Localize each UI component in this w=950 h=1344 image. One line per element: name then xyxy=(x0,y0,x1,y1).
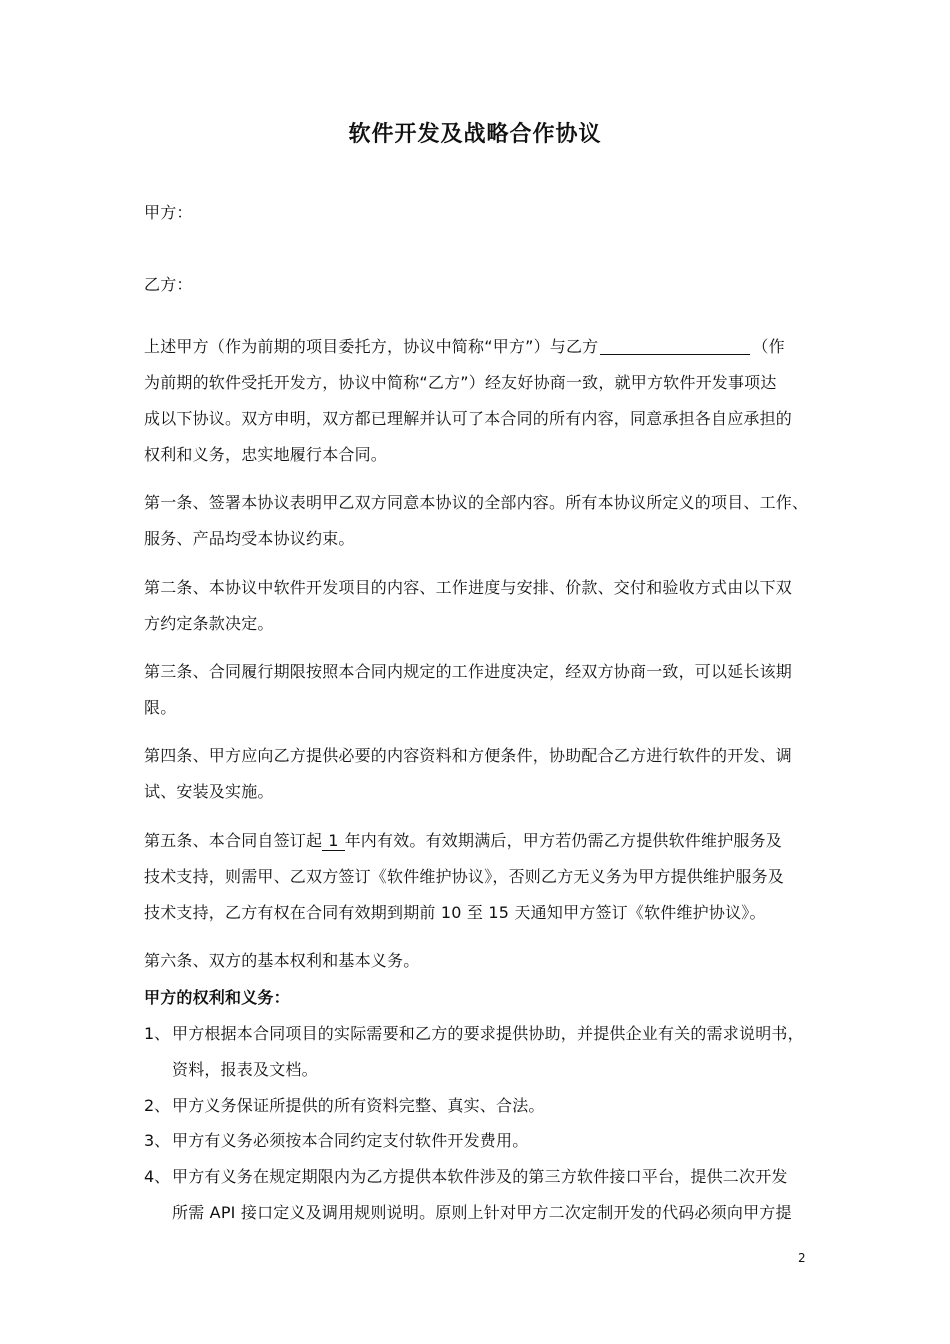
article-5-line-1 xyxy=(144,828,782,851)
item-4-number: 4、 xyxy=(144,1167,171,1186)
item-3-number: 3、 xyxy=(144,1131,171,1150)
page-number: 2 xyxy=(798,1251,806,1265)
article-2-line-2: 方约定条款决定。 xyxy=(144,614,274,633)
item-1-line-1: 甲方根据本合同项目的实际需要和乙方的要求提供协助，并提供企业有关的需求说明书， xyxy=(172,1024,804,1043)
article-2-line-1: 第二条、本协议中软件开发项目的内容、工作进度与安排、价款、交付和验收方式由以下双 xyxy=(144,578,793,597)
item-2-number: 2、 xyxy=(144,1096,171,1115)
item-1-number: 1、 xyxy=(144,1024,171,1043)
article-3-line-1: 第三条、合同履行期限按照本合同内规定的工作进度决定，经双方协商一致，可以延长该期 xyxy=(144,662,793,681)
article-5-line-2: 技术支持，则需甲、乙双方签订《软件维护协议》，否则乙方无义务为甲方提供维护服务及 xyxy=(144,867,785,886)
article-3-line-2: 限。 xyxy=(144,698,177,717)
item-4-line-2: 所需 API 接口定义及调用规则说明。原则上针对甲方二次定制开发的代码必须向甲方提 xyxy=(172,1203,792,1222)
item-3-line-1: 甲方有义务必须按本合同约定支付软件开发费用。 xyxy=(172,1131,529,1150)
article-5-line-3: 技术支持，乙方有权在合同有效期到期前 10 至 15 天通知甲方签订《软件维护协议》。 xyxy=(144,903,766,922)
validity-years: 1 xyxy=(322,831,344,851)
article-4-line-1: 第四条、甲方应向乙方提供必要的内容资料和方便条件，协助配合乙方进行软件的开发、调 xyxy=(144,746,793,765)
intro-line-3: 成以下协议。双方申明，双方都已理解并认可了本合同的所有内容，同意承担各自应承担的 xyxy=(144,409,793,428)
party-a-label: 甲方： xyxy=(144,203,193,222)
article-5-text-a: 第五条、本合同自签订起 xyxy=(144,831,323,850)
document-title: 软件开发及战略合作协议 xyxy=(348,122,602,147)
intro-text-b: （作 xyxy=(752,337,785,356)
item-1-line-2: 资料，报表及文档。 xyxy=(172,1060,318,1079)
article-4-line-2: 试、安装及实施。 xyxy=(144,782,274,801)
party-b-label: 乙方： xyxy=(144,275,193,294)
intro-line-1 xyxy=(144,334,785,357)
article-1-line-2: 服务、产品均受本协议约束。 xyxy=(144,529,355,548)
article-1-line-1: 第一条、签署本协议表明甲乙双方同意本协议的全部内容。所有本协议所定义的项目、工作、 xyxy=(144,493,809,512)
article-6: 第六条、双方的基本权利和基本义务。 xyxy=(144,951,420,970)
intro-line-2: 为前期的软件受托开发方，协议中简称“乙方”）经友好协商一致，就甲方软件开发事项达 xyxy=(144,373,777,392)
item-2-line-1: 甲方义务保证所提供的所有资料完整、真实、合法。 xyxy=(172,1096,545,1115)
item-4-line-1: 甲方有义务在规定期限内为乙方提供本软件涉及的第三方软件接口平台，提供二次开发 xyxy=(172,1167,788,1186)
intro-line-4: 权利和义务，忠实地履行本合同。 xyxy=(144,445,388,464)
article-5-text-b: 年内有效。有效期满后，甲方若仍需乙方提供软件维护服务及 xyxy=(344,831,782,850)
intro-text-a: 上述甲方（作为前期的项目委托方，协议中简称“甲方”）与乙方 xyxy=(144,337,599,356)
party-b-blank-field xyxy=(600,338,750,355)
party-a-rights-heading: 甲方的权利和义务： xyxy=(144,988,290,1007)
